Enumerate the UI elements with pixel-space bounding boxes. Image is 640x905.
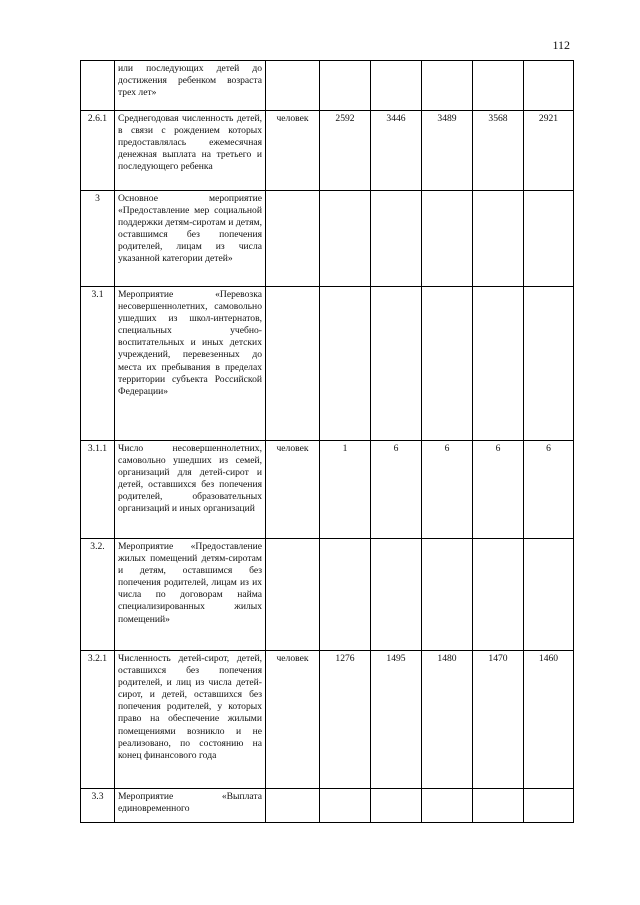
- value-cell: [422, 789, 473, 823]
- value-cell: [473, 539, 524, 651]
- row-number-cell: 3.1: [81, 287, 115, 441]
- table-row: [81, 441, 574, 539]
- value-cell: [371, 191, 422, 287]
- indicator-description-cell: Число несовершеннолетних, самовольно ушедших из семей, организаций для детей-сирот и детей, оставшихся без попечения родителей, образовательных организаций и иных организаций: [115, 441, 266, 539]
- indicators-table: [80, 60, 574, 823]
- row-number-cell: 3.2.: [81, 539, 115, 651]
- value-cell: [524, 539, 574, 651]
- value-cell: [473, 191, 524, 287]
- row-number-cell: 3: [81, 191, 115, 287]
- value-cell: 3489: [422, 111, 473, 191]
- value-cell: [473, 789, 524, 823]
- table-row: [81, 287, 574, 441]
- value-cell: 6: [524, 441, 574, 539]
- value-cell: 1480: [422, 651, 473, 789]
- unit-cell: человек: [266, 441, 320, 539]
- value-cell: [422, 539, 473, 651]
- indicator-description-cell: Мероприятие «Перевозка несовершеннолетних, самовольно ушедших из школ-интернатов, специальных учебно-воспитательных и иных детских учреждений, перевезенных до места их пребывания в пределах территории субъекта Российской Федерации»: [115, 287, 266, 441]
- value-cell: 1470: [473, 651, 524, 789]
- row-number-cell: 2.6.1: [81, 111, 115, 191]
- unit-cell: [266, 191, 320, 287]
- value-cell: [473, 287, 524, 441]
- value-cell: [371, 789, 422, 823]
- value-cell: [320, 287, 371, 441]
- row-number-cell: 3.3: [81, 789, 115, 823]
- value-cell: [524, 287, 574, 441]
- value-cell: [371, 61, 422, 111]
- value-cell: 2592: [320, 111, 371, 191]
- value-cell: 1495: [371, 651, 422, 789]
- value-cell: [371, 287, 422, 441]
- value-cell: [524, 191, 574, 287]
- row-number-cell: 3.2.1: [81, 651, 115, 789]
- table-row: [81, 789, 574, 823]
- value-cell: [320, 191, 371, 287]
- indicator-description-cell: Мероприятие «Предоставление жилых помещений детям-сиротам и детям, оставшимся без попечения родителей, лицам из их числа по договорам найма специализированных жилых помещений»: [115, 539, 266, 651]
- value-cell: [524, 61, 574, 111]
- value-cell: [422, 287, 473, 441]
- indicator-description-cell: Среднегодовая численность детей, в связи с рождением которых предоставлялась ежемесячная денежная выплата на третьего и последующего ребенка: [115, 111, 266, 191]
- table-row: [81, 111, 574, 191]
- unit-cell: [266, 789, 320, 823]
- value-cell: 1: [320, 441, 371, 539]
- value-cell: [422, 191, 473, 287]
- value-cell: [320, 539, 371, 651]
- value-cell: 6: [422, 441, 473, 539]
- unit-cell: [266, 61, 320, 111]
- indicator-description-cell: Численность детей-сирот, детей, оставшихся без попечения родителей, и лиц из числа детей-сирот, и детей, оставшихся без попечения родителей, у которых право на обеспечение жилыми помещениями возникло и не реализовано, по состоянию на конец финансового года: [115, 651, 266, 789]
- unit-cell: человек: [266, 111, 320, 191]
- table-row: [81, 61, 574, 111]
- value-cell: 3446: [371, 111, 422, 191]
- indicator-description-cell: Основное мероприятие «Предоставление мер социальной поддержки детям-сиротам и детям, оставшимся без попечения родителей, лицам из числа указанной категории детей»: [115, 191, 266, 287]
- value-cell: [422, 61, 473, 111]
- value-cell: 6: [473, 441, 524, 539]
- value-cell: 3568: [473, 111, 524, 191]
- indicator-description-cell: или последующих детей до достижения ребенком возраста трех лет»: [115, 61, 266, 111]
- page-number: 112: [552, 38, 570, 52]
- value-cell: 1276: [320, 651, 371, 789]
- value-cell: [320, 789, 371, 823]
- unit-cell: [266, 287, 320, 441]
- unit-cell: [266, 539, 320, 651]
- value-cell: [371, 539, 422, 651]
- value-cell: 1460: [524, 651, 574, 789]
- value-cell: [320, 61, 371, 111]
- value-cell: [524, 789, 574, 823]
- table-row: [81, 651, 574, 789]
- value-cell: 2921: [524, 111, 574, 191]
- row-number-cell: 3.1.1: [81, 441, 115, 539]
- value-cell: 6: [371, 441, 422, 539]
- indicator-description-cell: Мероприятие «Выплата единовременного: [115, 789, 266, 823]
- table-row: [81, 191, 574, 287]
- unit-cell: человек: [266, 651, 320, 789]
- table-row: [81, 539, 574, 651]
- value-cell: [473, 61, 524, 111]
- row-number-cell: [81, 61, 115, 111]
